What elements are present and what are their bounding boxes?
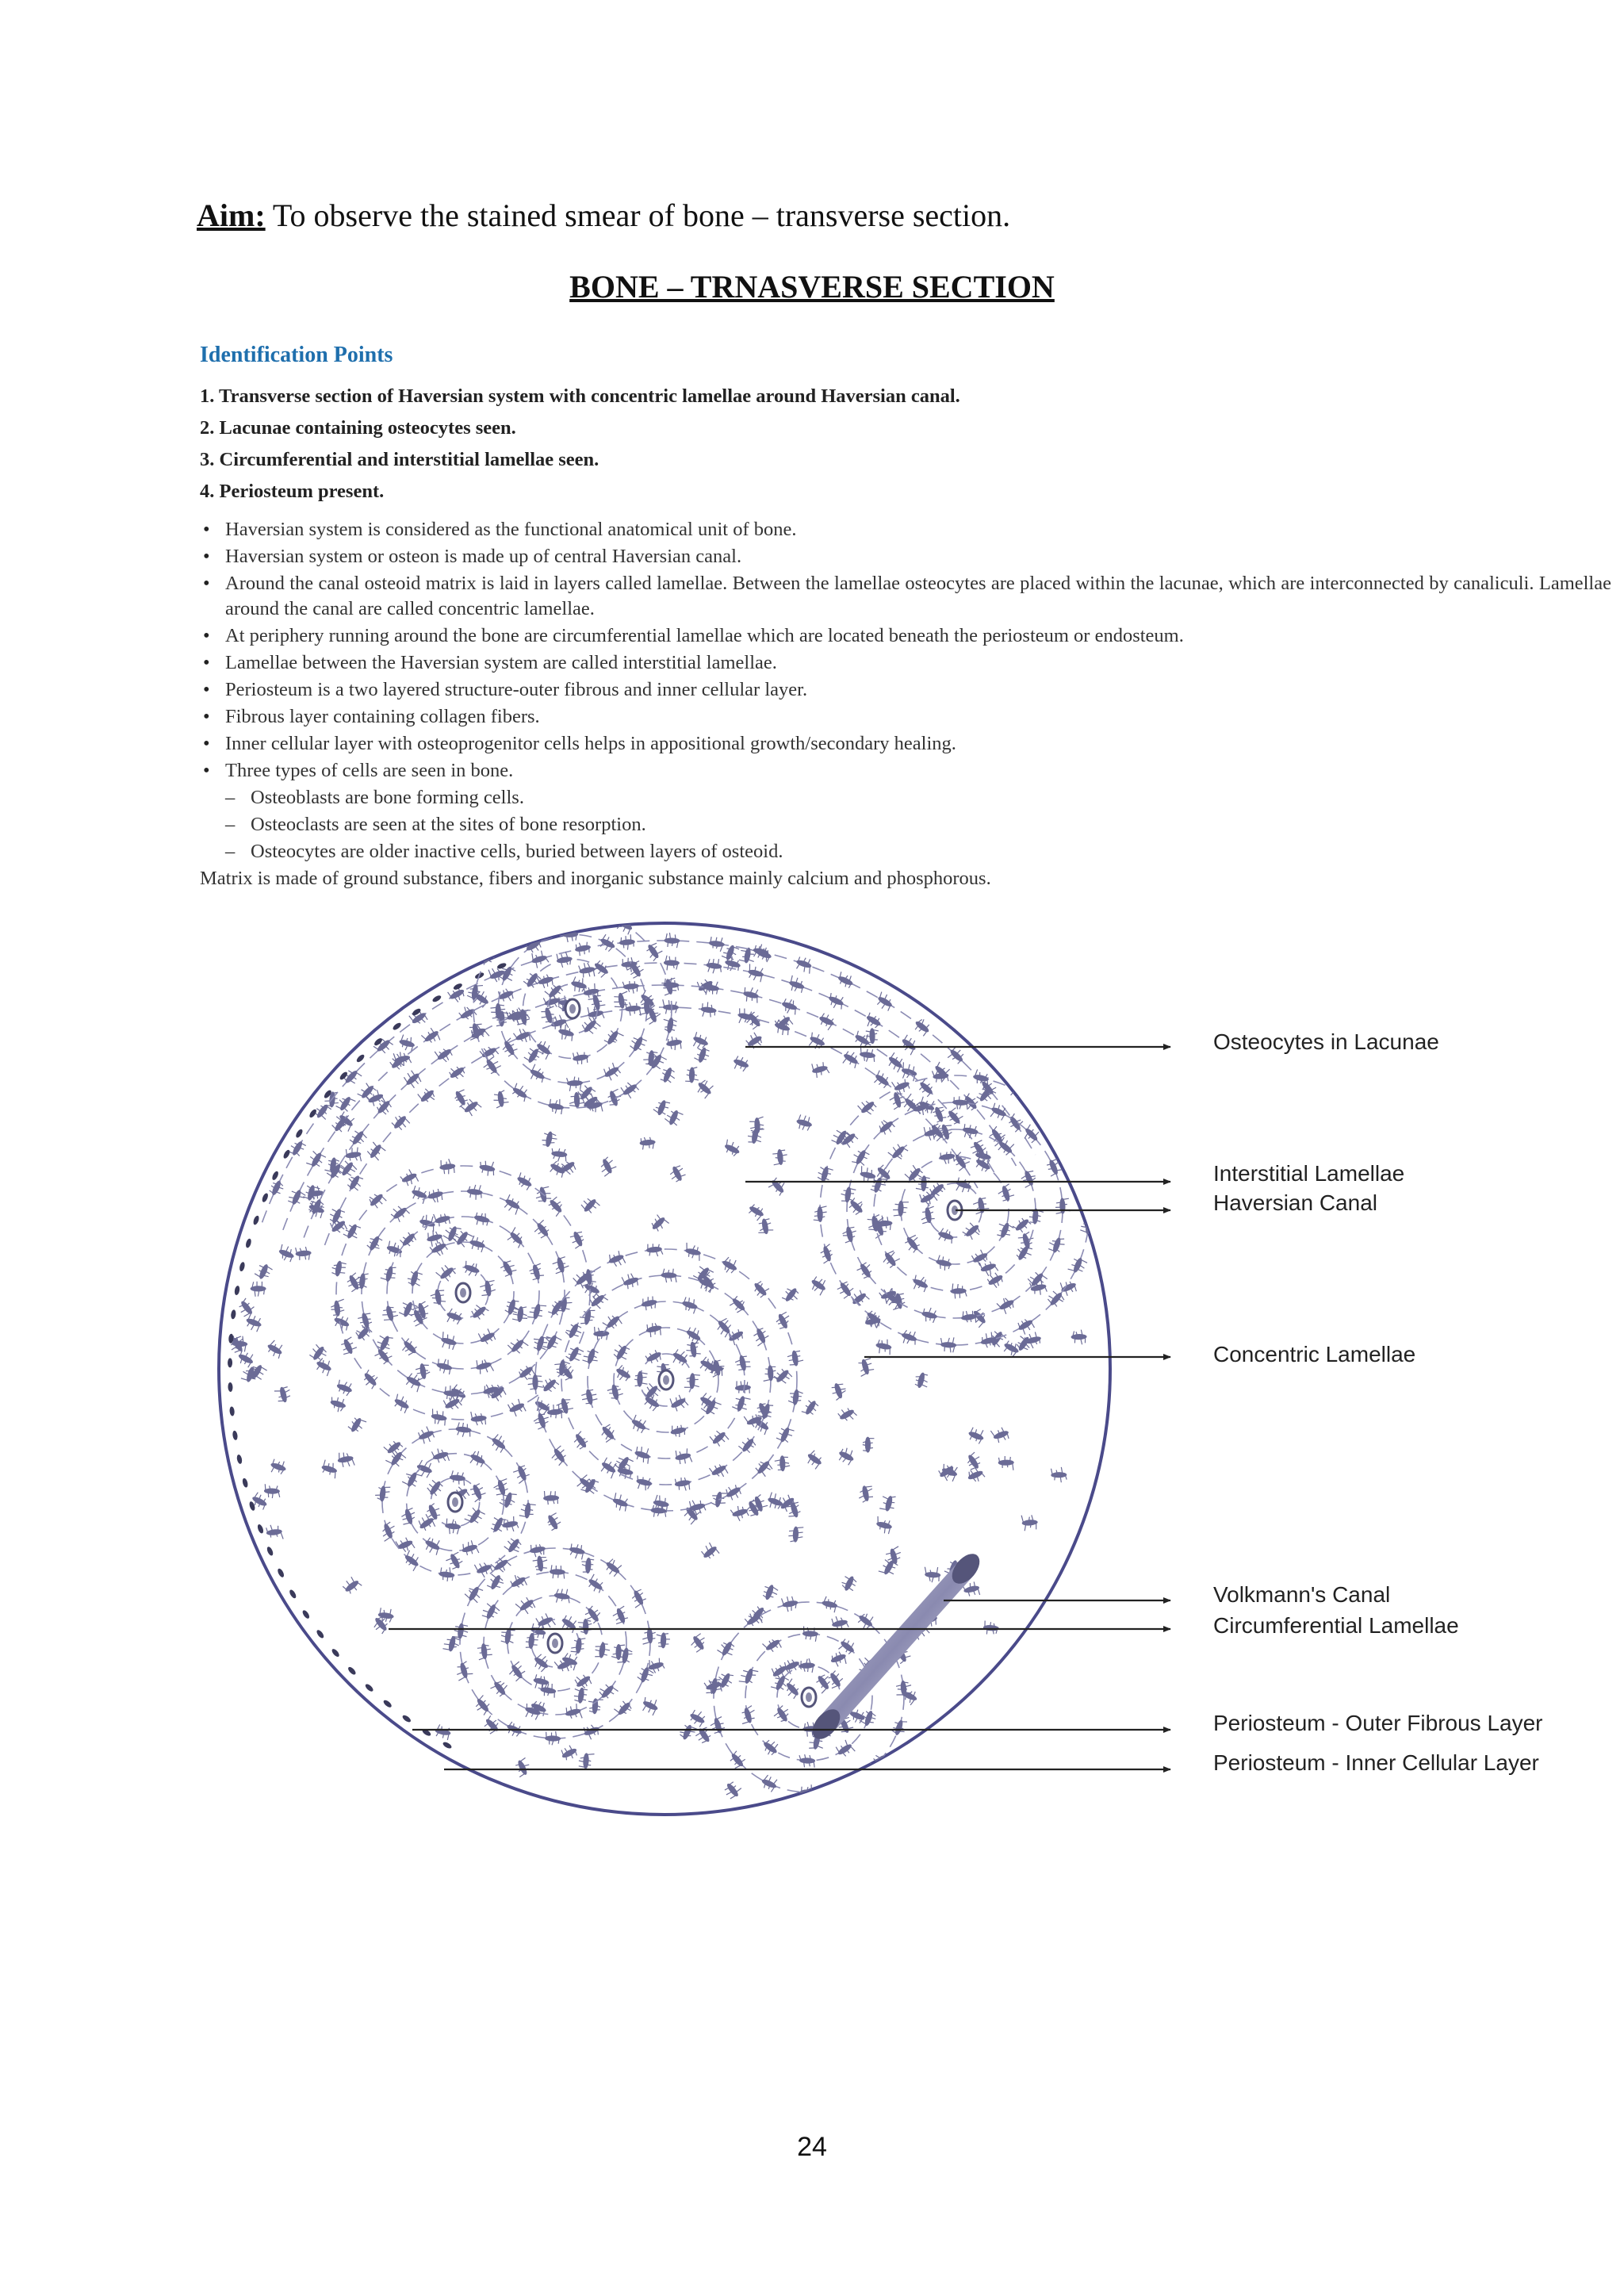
label-periosteum-inner: Periosteum - Inner Cellular Layer (1213, 1750, 1539, 1775)
note-bullet: • Three types of cells are seen in bone. (200, 758, 1611, 784)
note-bullet: • Around the canal osteoid matrix is laid in layers called lamellae. Between the lamellae osteocytes are placed within the lacunae, which are interconnected by canaliculi. Lamellae around the canal are called concentric lamellae. (200, 571, 1611, 622)
label-volkmanns-canal: Volkmann's Canal (1213, 1582, 1391, 1607)
note-bullet: • Lamellae between the Haversian system are called interstitial lamellae. (200, 650, 1611, 676)
identification-point: 4. Periosteum present. (200, 481, 385, 502)
label-concentric-lamellae: Concentric Lamellae (1213, 1342, 1416, 1366)
page-number: 24 (797, 2132, 827, 2162)
section-title: BONE – TRNASVERSE SECTION (569, 269, 1055, 305)
aim-text: To observe the stained smear of bone – transverse section. (265, 197, 1011, 233)
identification-heading: Identification Points (200, 343, 393, 367)
cell-type-item: – Osteocytes are older inactive cells, buried between layers of osteoid. (200, 839, 1611, 864)
identification-point: 1. Transverse section of Haversian system with concentric lamellae around Haversian canal. (200, 385, 960, 407)
note-bullet: • At periphery running around the bone are circumferential lamellae which are located beneath the periosteum or endosteum. (200, 623, 1611, 649)
identification-point: 3. Circumferential and interstitial lamellae seen. (200, 449, 599, 470)
note-bullet: • Inner cellular layer with osteoprogenitor cells helps in appositional growth/secondary healing. (200, 731, 1611, 757)
label-periosteum-outer: Periosteum - Outer Fibrous Layer (1213, 1711, 1543, 1735)
identification-point: 2. Lacunae containing osteocytes seen. (200, 417, 516, 439)
label-interstitial-lamellae: Interstitial Lamellae (1213, 1161, 1405, 1186)
notes-list (200, 517, 1611, 893)
label-osteocytes: Osteocytes in Lacunae (1213, 1029, 1439, 1054)
matrix-note: Matrix is made of ground substance, fibers and inorganic substance mainly calcium and phosphorous. (200, 868, 991, 889)
aim-label: Aim: (197, 197, 266, 233)
label-haversian-canal: Haversian Canal (1213, 1190, 1377, 1215)
cell-type-item: – Osteoblasts are bone forming cells. (200, 785, 1611, 811)
aim-line (197, 197, 1010, 234)
label-circumferential-lamellae: Circumferential Lamellae (1213, 1613, 1459, 1638)
cell-type-item: – Osteoclasts are seen at the sites of bone resorption. (200, 812, 1611, 838)
note-bullet: • Periosteum is a two layered structure-outer fibrous and inner cellular layer. (200, 677, 1611, 703)
note-bullet: • Fibrous layer containing collagen fibers. (200, 704, 1611, 730)
note-bullet: • Haversian system or osteon is made up of central Haversian canal. (200, 544, 1611, 569)
identification-points (200, 381, 960, 508)
bone-section-diagram (206, 920, 1602, 1856)
note-bullet: • Haversian system is considered as the functional anatomical unit of bone. (200, 517, 1611, 542)
